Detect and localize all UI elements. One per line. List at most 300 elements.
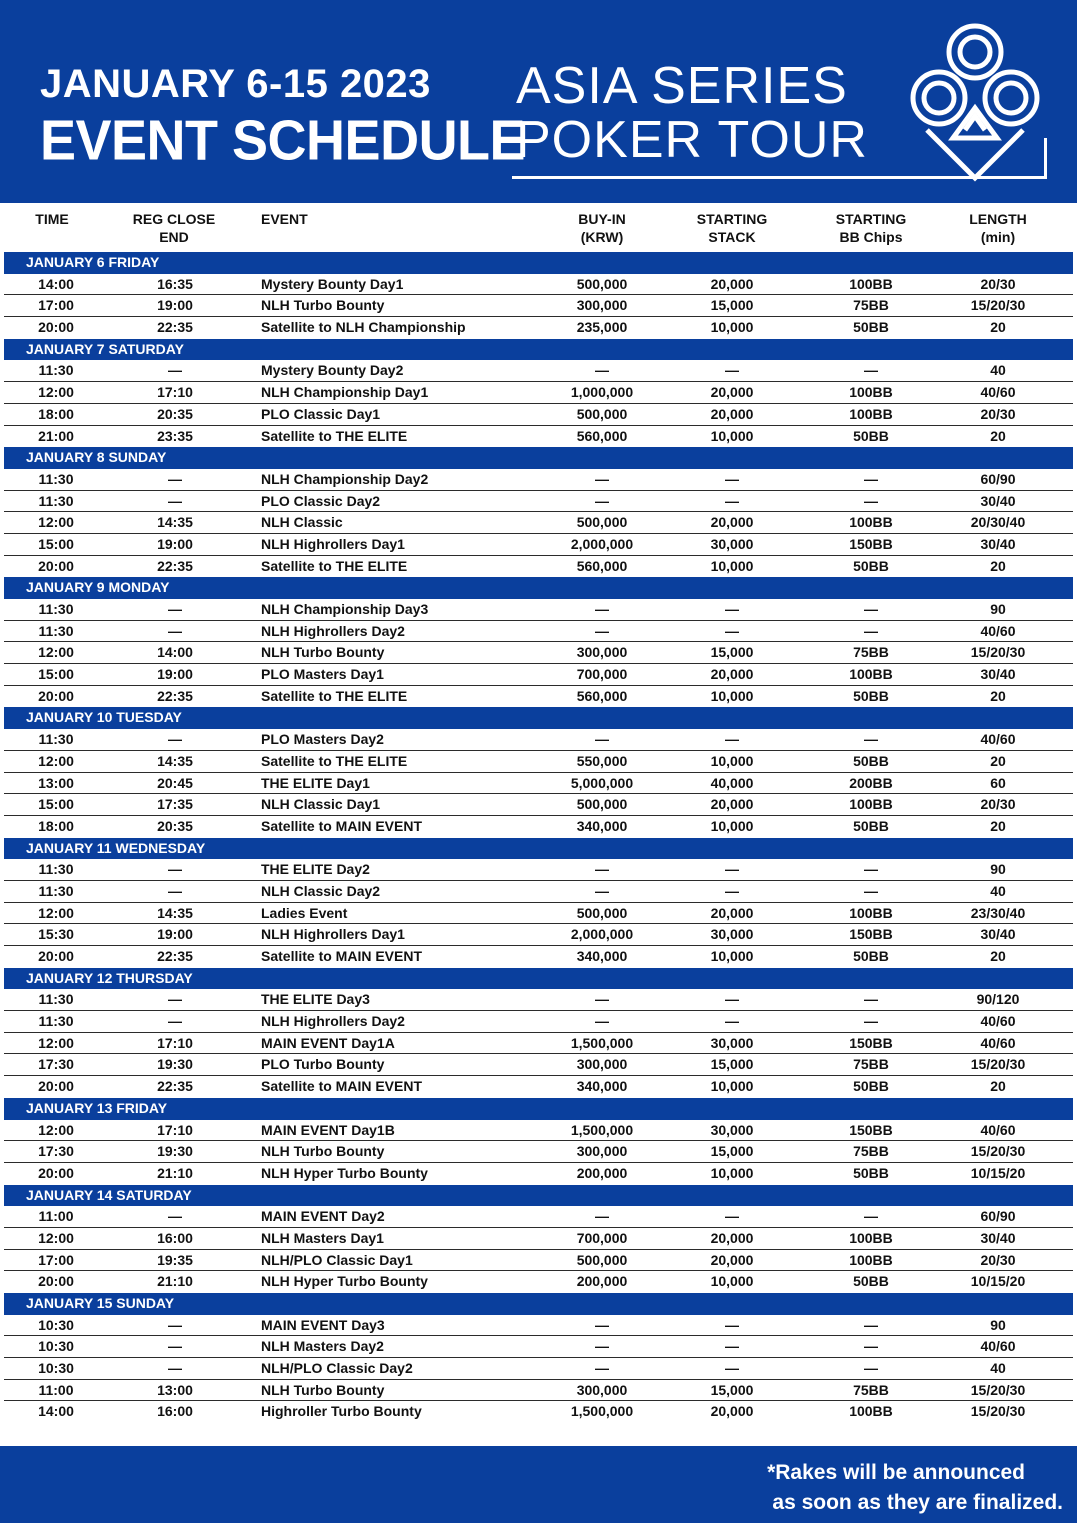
cell-length: 40/60 [980, 731, 1016, 748]
cell-length: 23/30/40 [970, 904, 1026, 921]
cell-reg-close: 20:45 [157, 774, 193, 791]
cell-length: 15/20/30 [970, 1403, 1026, 1420]
cell-time: 11:30 [38, 622, 74, 639]
cell-stack: — [725, 601, 739, 617]
cell-buyin: 500,000 [576, 514, 628, 531]
column-headers [0, 210, 1077, 252]
cell-bb: — [864, 362, 878, 379]
cell-length: 40 [990, 1360, 1006, 1377]
cell-bb: 100BB [849, 666, 893, 683]
cell-buyin: 700,000 [576, 666, 628, 683]
rake-note-line2: as soon as they are finalized. [772, 1491, 1063, 1514]
cell-buyin: 560,000 [576, 687, 628, 704]
cell-buyin: 300,000 [576, 644, 628, 661]
cell-length: 40/60 [980, 384, 1016, 401]
cell-length: 40/60 [980, 1034, 1016, 1051]
cell-buyin: — [595, 492, 609, 509]
cell-reg-close: — [168, 991, 182, 1008]
table-row [4, 903, 1073, 925]
cell-bb: — [864, 601, 878, 617]
cell-stack: — [725, 1013, 739, 1030]
cell-time: 12:00 [38, 752, 74, 769]
cell-time: 10:30 [38, 1316, 74, 1333]
cell-event: MAIN EVENT Day2 [261, 1208, 385, 1225]
cell-stack: — [725, 1338, 739, 1355]
cell-buyin: — [595, 861, 609, 878]
col-event: EVENT [261, 211, 308, 227]
cell-reg-close: — [168, 362, 182, 379]
cell-length: 15/20/30 [970, 1056, 1026, 1073]
cell-event: Ladies Event [261, 904, 348, 921]
header-banner [0, 0, 1077, 203]
table-row [4, 729, 1073, 751]
cell-event: Mystery Bounty Day1 [261, 275, 404, 292]
table-row [4, 751, 1073, 773]
cell-length: 20/30/40 [970, 514, 1026, 531]
cell-length: 40/60 [980, 622, 1016, 639]
cell-length: 90 [990, 601, 1006, 617]
col-bb-chips: STARTING BB Chips [835, 211, 907, 245]
table-row [4, 1228, 1073, 1250]
cell-buyin: 550,000 [576, 752, 628, 769]
cell-bb: 75BB [853, 1381, 889, 1398]
cell-event: Satellite to THE ELITE [261, 427, 408, 444]
cell-reg-close: — [168, 470, 182, 487]
cell-bb: — [864, 492, 878, 509]
cell-event: Satellite to THE ELITE [261, 687, 408, 704]
table-row [4, 859, 1073, 881]
cell-bb: 75BB [853, 644, 889, 661]
cell-event: Satellite to MAIN EVENT [261, 948, 423, 964]
cell-bb: 50BB [853, 817, 889, 834]
date-range-title: JANUARY 6-15 2023 [40, 62, 431, 106]
cell-length: 40/60 [980, 1121, 1016, 1138]
cell-bb: — [864, 470, 878, 487]
cell-stack: — [725, 861, 739, 878]
cell-buyin: 1,500,000 [570, 1121, 634, 1138]
col-buyin: BUY-IN (KRW) [578, 211, 626, 245]
cell-bb: 50BB [853, 557, 889, 574]
cell-length: 20 [990, 557, 1006, 574]
cell-reg-close: 22:35 [157, 1078, 193, 1095]
cell-bb: 150BB [849, 926, 893, 943]
cell-bb: — [864, 1013, 878, 1030]
cell-time: 15:30 [38, 926, 74, 943]
table-row [4, 556, 1073, 578]
table-row [4, 274, 1073, 296]
cell-stack: 15,000 [710, 1381, 754, 1398]
cell-reg-close: — [168, 1360, 182, 1377]
cell-buyin: — [595, 1338, 609, 1355]
cell-stack: — [725, 622, 739, 639]
cell-time: 11:30 [38, 991, 74, 1008]
table-row [4, 924, 1073, 946]
cell-event: NLH/PLO Classic Day2 [261, 1360, 413, 1377]
cell-reg-close: 20:35 [157, 817, 193, 834]
day-header: JANUARY 11 WEDNESDAY [4, 838, 1073, 860]
cell-event: PLO Masters Day1 [261, 666, 384, 683]
cell-buyin: 500,000 [576, 904, 628, 921]
cell-length: 20/30 [980, 275, 1016, 292]
cell-stack: — [725, 1360, 739, 1377]
cell-reg-close: — [168, 861, 182, 878]
cell-reg-close: 22:35 [157, 319, 193, 336]
cell-time: 15:00 [38, 666, 74, 683]
cell-stack: 30,000 [710, 535, 754, 552]
brand-name-line2: POKER TOUR [516, 111, 868, 169]
brand-name-line1: ASIA SERIES [516, 57, 848, 115]
cell-time: 17:30 [38, 1056, 74, 1073]
cell-bb: 150BB [849, 1034, 893, 1051]
cell-time: 20:00 [38, 687, 74, 704]
day-header: JANUARY 6 FRIDAY [4, 252, 1073, 274]
cell-stack: 10,000 [710, 687, 754, 704]
cell-time: 21:00 [38, 427, 74, 444]
cell-reg-close: — [168, 601, 182, 617]
table-row [4, 1163, 1073, 1185]
cell-time: 12:00 [38, 1229, 74, 1246]
cell-length: 15/20/30 [970, 1381, 1026, 1398]
cell-bb: 100BB [849, 275, 893, 292]
table-row [4, 1336, 1073, 1358]
cell-bb: 100BB [849, 384, 893, 401]
cell-bb: 50BB [853, 1273, 889, 1290]
col-starting-stack: STARTING STACK [696, 211, 768, 245]
cell-bb: 50BB [853, 1078, 889, 1095]
cell-reg-close: 16:00 [157, 1403, 193, 1420]
cell-time: 11:30 [38, 731, 74, 748]
cell-reg-close: 19:30 [157, 1056, 193, 1073]
cell-stack: 20,000 [710, 1251, 754, 1268]
cell-stack: 15,000 [710, 644, 754, 661]
cell-length: 60/90 [980, 470, 1016, 487]
table-row [4, 794, 1073, 816]
table-row [4, 1120, 1073, 1142]
cell-length: 40/60 [980, 1338, 1016, 1355]
cell-stack: — [725, 731, 739, 748]
cell-bb: — [864, 731, 878, 748]
cell-stack: 10,000 [710, 427, 754, 444]
cell-bb: 100BB [849, 1403, 893, 1420]
cell-event: Satellite to THE ELITE [261, 557, 408, 574]
cell-buyin: 560,000 [576, 557, 628, 574]
cell-stack: 10,000 [710, 1078, 754, 1095]
cell-reg-close: — [168, 1338, 182, 1355]
cell-reg-close: — [168, 1316, 182, 1333]
cell-reg-close: 19:00 [157, 297, 193, 314]
cell-reg-close: 19:35 [157, 1251, 193, 1268]
brand-underline [512, 176, 1047, 179]
cell-buyin: 2,000,000 [570, 926, 634, 943]
cell-reg-close: 19:00 [157, 926, 193, 943]
cell-buyin: 200,000 [576, 1164, 628, 1181]
table-row [4, 491, 1073, 513]
cell-reg-close: 19:30 [157, 1143, 193, 1160]
cell-buyin: — [595, 622, 609, 639]
table-row [4, 295, 1073, 317]
cell-length: 20/30 [980, 405, 1016, 422]
table-row [4, 1358, 1073, 1380]
table-row [4, 621, 1073, 643]
cell-bb: 75BB [853, 1056, 889, 1073]
cell-bb: 100BB [849, 405, 893, 422]
table-row [4, 382, 1073, 404]
cell-event: THE ELITE Day3 [261, 991, 370, 1008]
cell-event: NLH Classic [261, 514, 343, 531]
cell-length: 90 [990, 861, 1006, 878]
cell-event: NLH Masters Day2 [261, 1338, 384, 1355]
cell-length: 15/20/30 [970, 1143, 1026, 1160]
cell-reg-close: 16:00 [157, 1229, 193, 1246]
table-row [4, 686, 1073, 708]
cell-buyin: 500,000 [576, 1251, 628, 1268]
day-header: JANUARY 7 SATURDAY [4, 339, 1073, 361]
cell-event: PLO Classic Day1 [261, 405, 381, 422]
table-row [4, 881, 1073, 903]
cell-event: NLH Highrollers Day1 [261, 926, 405, 943]
cell-length: 15/20/30 [970, 297, 1026, 314]
cell-bb: 75BB [853, 297, 889, 314]
cell-reg-close: — [168, 1013, 182, 1030]
cell-time: 14:00 [38, 1403, 74, 1420]
rake-note-line1: *Rakes will be announced [767, 1461, 1025, 1484]
table-row [4, 512, 1073, 534]
table-row [4, 1380, 1073, 1402]
schedule-title: EVENT SCHEDULE [40, 109, 526, 173]
cell-length: 20 [990, 1078, 1006, 1095]
cell-buyin: — [595, 991, 609, 1008]
cell-bb: 100BB [849, 1229, 893, 1246]
cell-event: NLH Hyper Turbo Bounty [261, 1273, 428, 1290]
table-row [4, 1315, 1073, 1337]
cell-time: 12:00 [38, 904, 74, 921]
cell-stack: — [725, 470, 739, 487]
cell-reg-close: 17:10 [157, 1034, 193, 1051]
cell-reg-close: 21:10 [157, 1273, 193, 1290]
cell-stack: 20,000 [710, 384, 754, 401]
cell-time: 18:00 [38, 405, 74, 422]
cell-buyin: 5,000,000 [570, 774, 634, 791]
cell-event: NLH Turbo Bounty [261, 297, 385, 314]
cell-reg-close: 14:35 [157, 904, 193, 921]
cell-buyin: 1,500,000 [570, 1034, 634, 1051]
table-row [4, 1011, 1073, 1033]
cell-buyin: 300,000 [576, 297, 628, 314]
cell-time: 12:00 [38, 384, 74, 401]
schedule-table [0, 252, 1077, 1423]
cell-stack: 15,000 [710, 297, 754, 314]
cell-event: Mystery Bounty Day2 [261, 362, 404, 379]
cell-bb: 150BB [849, 535, 893, 552]
cell-stack: 10,000 [710, 319, 754, 336]
table-row [4, 642, 1073, 664]
cell-time: 10:30 [38, 1338, 74, 1355]
table-row [4, 1250, 1073, 1272]
table-row [4, 599, 1073, 621]
cell-event: THE ELITE Day2 [261, 861, 370, 878]
cell-buyin: 235,000 [576, 319, 628, 336]
cell-reg-close: 22:35 [157, 948, 193, 964]
cell-event: Satellite to MAIN EVENT [261, 817, 423, 834]
cell-reg-close: 22:35 [157, 557, 193, 574]
table-row [4, 1033, 1073, 1055]
cell-reg-close: 17:10 [157, 1121, 193, 1138]
cell-reg-close: 20:35 [157, 405, 193, 422]
cell-stack: — [725, 991, 739, 1008]
cell-buyin: 300,000 [576, 1056, 628, 1073]
cell-reg-close: 17:10 [157, 384, 193, 401]
cell-event: NLH/PLO Classic Day1 [261, 1251, 413, 1268]
cell-event: Satellite to NLH Championship [261, 319, 466, 336]
cell-time: 20:00 [38, 319, 74, 336]
cell-length: 20 [990, 817, 1006, 834]
cell-event: MAIN EVENT Day1A [261, 1034, 395, 1051]
cell-event: Satellite to MAIN EVENT [261, 1078, 423, 1095]
cell-length: 90 [990, 1316, 1006, 1333]
day-header: JANUARY 13 FRIDAY [4, 1098, 1073, 1120]
cell-bb: 100BB [849, 514, 893, 531]
cell-reg-close: — [168, 492, 182, 509]
table-row [4, 1076, 1073, 1098]
cell-buyin: — [595, 1208, 609, 1225]
cell-buyin: — [595, 1316, 609, 1333]
cell-bb: — [864, 991, 878, 1008]
col-length: LENGTH (min) [969, 211, 1027, 245]
cell-event: MAIN EVENT Day3 [261, 1316, 385, 1333]
cell-reg-close: 14:35 [157, 514, 193, 531]
cell-time: 17:00 [38, 297, 74, 314]
cell-stack: 20,000 [710, 514, 754, 531]
cell-time: 12:00 [38, 644, 74, 661]
cell-reg-close: 16:35 [157, 275, 193, 292]
cell-reg-close: — [168, 622, 182, 639]
table-row [4, 404, 1073, 426]
cell-time: 18:00 [38, 817, 74, 834]
cell-event: NLH Turbo Bounty [261, 1381, 385, 1398]
cell-buyin: 1,000,000 [570, 384, 634, 401]
cell-event: THE ELITE Day1 [261, 774, 370, 791]
cell-time: 20:00 [38, 1273, 74, 1290]
cell-stack: 10,000 [710, 1273, 754, 1290]
day-header: JANUARY 8 SUNDAY [4, 447, 1073, 469]
cell-length: 30/40 [980, 1229, 1016, 1246]
day-header: JANUARY 10 TUESDAY [4, 707, 1073, 729]
cell-stack: — [725, 362, 739, 379]
cell-stack: 30,000 [710, 1121, 754, 1138]
cell-bb: — [864, 1360, 878, 1377]
cell-time: 11:30 [38, 1013, 74, 1030]
cell-buyin: — [595, 601, 609, 617]
cell-buyin: — [595, 1360, 609, 1377]
table-row [4, 469, 1073, 491]
cell-time: 11:30 [38, 882, 74, 899]
cell-length: 20/30 [980, 796, 1016, 813]
col-reg-close: REG CLOSE END [132, 211, 216, 245]
cell-buyin: 340,000 [576, 948, 628, 964]
cell-bb: — [864, 1208, 878, 1225]
cell-length: 20 [990, 752, 1006, 769]
cell-bb: 50BB [853, 948, 889, 964]
cell-stack: 20,000 [710, 796, 754, 813]
cell-reg-close: 19:00 [157, 535, 193, 552]
cell-bb: 200BB [849, 774, 893, 791]
cell-bb: 50BB [853, 687, 889, 704]
cell-stack: 10,000 [710, 752, 754, 769]
cell-reg-close: 23:35 [157, 427, 193, 444]
cell-bb: 100BB [849, 904, 893, 921]
cell-time: 20:00 [38, 1078, 74, 1095]
table-row [4, 426, 1073, 448]
cell-reg-close: 22:35 [157, 687, 193, 704]
cell-time: 12:00 [38, 514, 74, 531]
cell-event: NLH Championship Day2 [261, 470, 429, 487]
day-header: JANUARY 12 THURSDAY [4, 968, 1073, 990]
cell-time: 11:00 [38, 1381, 74, 1398]
cell-stack: 30,000 [710, 926, 754, 943]
table-row [4, 1206, 1073, 1228]
day-header: JANUARY 15 SUNDAY [4, 1293, 1073, 1315]
cell-length: 20 [990, 948, 1006, 964]
cell-event: NLH Turbo Bounty [261, 1143, 385, 1160]
cell-event: NLH Hyper Turbo Bounty [261, 1164, 428, 1181]
cell-buyin: 500,000 [576, 405, 628, 422]
table-row [4, 1141, 1073, 1163]
cell-bb: 50BB [853, 427, 889, 444]
cell-time: 20:00 [38, 1164, 74, 1181]
cell-event: NLH Championship Day3 [261, 601, 429, 617]
cell-bb: — [864, 861, 878, 878]
cell-time: 11:00 [38, 1208, 74, 1225]
cell-stack: 20,000 [710, 1229, 754, 1246]
day-header: JANUARY 14 SATURDAY [4, 1185, 1073, 1207]
cell-stack: 20,000 [710, 904, 754, 921]
cell-buyin: — [595, 470, 609, 487]
cell-event: NLH Highrollers Day2 [261, 622, 405, 639]
day-header: JANUARY 9 MONDAY [4, 577, 1073, 599]
cell-stack: 20,000 [710, 275, 754, 292]
cell-length: 40/60 [980, 1013, 1016, 1030]
cell-stack: 20,000 [710, 666, 754, 683]
col-time: TIME [35, 211, 69, 227]
table-row [4, 534, 1073, 556]
cell-buyin: — [595, 362, 609, 379]
cell-buyin: 200,000 [576, 1273, 628, 1290]
cell-event: PLO Masters Day2 [261, 731, 384, 748]
cell-length: 20/30 [980, 1251, 1016, 1268]
cell-length: 40 [990, 362, 1006, 379]
cell-reg-close: — [168, 731, 182, 748]
cell-stack: 10,000 [710, 557, 754, 574]
cell-length: 90/120 [976, 991, 1020, 1008]
cell-time: 12:00 [38, 1121, 74, 1138]
cell-buyin: 300,000 [576, 1381, 628, 1398]
cell-event: Highroller Turbo Bounty [261, 1403, 422, 1420]
cell-time: 20:00 [38, 557, 74, 574]
cell-time: 11:30 [38, 861, 74, 878]
cell-event: PLO Classic Day2 [261, 492, 381, 509]
cell-buyin: 500,000 [576, 796, 628, 813]
table-row [4, 1054, 1073, 1076]
cell-time: 15:00 [38, 796, 74, 813]
cell-length: 15/20/30 [970, 644, 1026, 661]
cell-length: 10/15/20 [970, 1273, 1026, 1290]
cell-length: 60/90 [980, 1208, 1016, 1225]
cell-buyin: 340,000 [576, 1078, 628, 1095]
table-row [4, 1401, 1073, 1423]
cell-reg-close: — [168, 1208, 182, 1225]
cell-buyin: 560,000 [576, 427, 628, 444]
cell-reg-close: 17:35 [157, 796, 193, 813]
